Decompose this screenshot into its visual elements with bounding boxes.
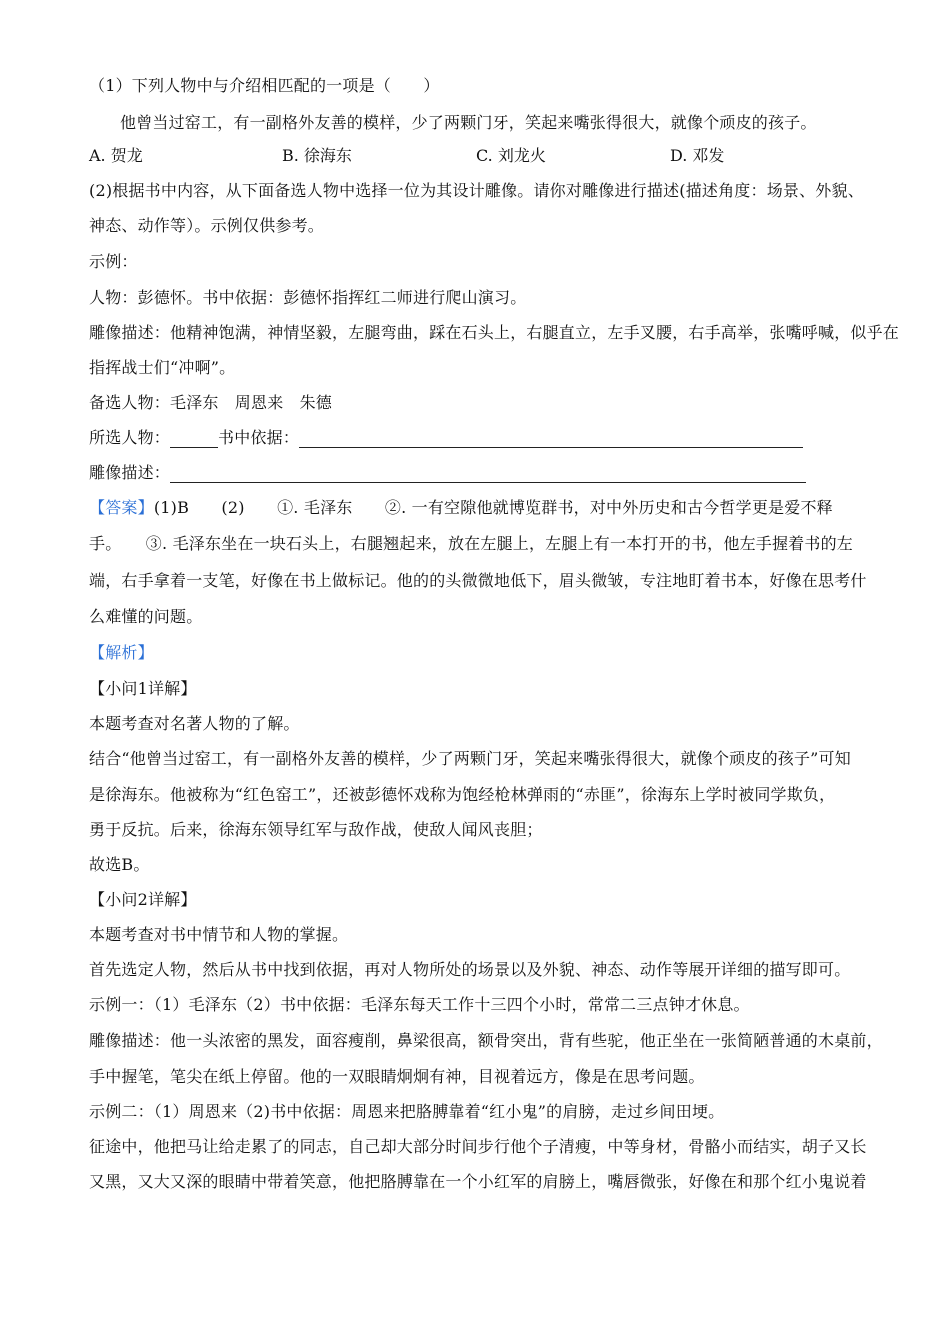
person-blank [170, 431, 218, 448]
q2-stem-line1: (2)根据书中内容，从下面备选人物中选择一位为其设计雕像。请你对雕像进行描述(描述角度：场景、外貌、 [89, 181, 864, 200]
sub1-p1: 本题考查对名著人物的了解。 [89, 714, 300, 733]
answer-line4: 么难懂的问题。 [89, 607, 203, 626]
example2-desc-line1: 征途中，他把马让给走累了的同志，自己却大部分时间步行他个子清瘦，中等身材，骨骼小而结实，胡子又长 [89, 1137, 867, 1156]
example2-person: 示例二：（1）周恩来（2)书中依据：周恩来把胳膊靠着“红小鬼”的肩膀，走过乡间田埂。 [89, 1102, 725, 1121]
sub1-p3: 故选B。 [89, 855, 150, 874]
sub2-p2: 首先选定人物，然后从书中找到依据，再对人物所处的场景以及外貌、神态、动作等展开详细的描写即可。 [89, 960, 851, 979]
sub1-p2-line1: 结合“他曾当过窑工，有一副格外友善的模样，少了两颗门牙，笑起来嘴张得很大，就像个顽皮的孩子”可知 [89, 749, 851, 768]
desc-blank [170, 466, 806, 483]
fill-desc-label: 雕像描述： [89, 463, 171, 482]
example1-person: 示例一：（1）毛泽东（2）书中依据：毛泽东每天工作十三四个小时，常常二三点钟才休息。 [89, 995, 750, 1014]
option-c: C. 刘龙火 [476, 146, 546, 165]
fill-person-label: 所选人物： [89, 428, 171, 447]
answer-line1 [89, 498, 890, 518]
option-d: D. 邓发 [670, 146, 725, 165]
basis-blank [299, 431, 803, 448]
example1-desc-line1: 雕像描述：他一头浓密的黑发，面容瘦削，鼻梁很高，额骨突出，背有些驼，他正坐在一张简陋普通的木桌前， [89, 1031, 883, 1050]
candidates: 备选人物：毛泽东 周恩来 朱德 [89, 393, 333, 412]
fill-person-row [89, 428, 890, 448]
q1-stem: （1）下列人物中与介绍相匹配的一项是（ ） [89, 76, 440, 95]
fill-basis-label: 书中依据： [218, 428, 300, 447]
answer-line2: 手。 ③. 毛泽东坐在一块石头上，右腿翘起来，放在左腿上，左腿上有一本打开的书，他左手握着书的左 [89, 534, 853, 553]
q1-description: 他曾当过窑工，有一副格外友善的模样，少了两颗门牙，笑起来嘴张得很大，就像个顽皮的孩子。 [120, 113, 817, 132]
sub1-p2-line3: 勇于反抗。后来，徐海东领导红军与敌作战，使敌人闻风丧胆； [89, 820, 543, 839]
sub2-p1: 本题考查对书中情节和人物的掌握。 [89, 925, 349, 944]
option-b: B. 徐海东 [282, 146, 352, 165]
example1-desc-line2: 手中握笔，笔尖在纸上停留。他的一双眼睛炯炯有神，目视着远方，像是在思考问题。 [89, 1067, 705, 1086]
sub2-title: 【小问2详解】 [89, 890, 197, 909]
analysis-tag: 【解析】 [89, 643, 154, 662]
example2-desc-line2: 又黑，又大又深的眼睛中带着笑意，他把胳膊靠在一个小红军的肩膀上，嘴唇微张，好像在和那个红小鬼说着 [89, 1172, 867, 1191]
example-desc-line1: 雕像描述：他精神饱满，神情坚毅，左腿弯曲，踩在石头上，右腿直立，左手叉腰，右手高举，张嘴呼喊，似乎在 [89, 323, 900, 342]
fill-desc-row [89, 463, 890, 483]
answer-text-1: (1)B (2) ①. 毛泽东 ②. 一有空隙他就博览群书，对中外历史和古今哲学更是爱不释 [153, 498, 833, 517]
sub1-title: 【小问1详解】 [89, 679, 197, 698]
example-desc-line2: 指挥战士们“冲啊”。 [89, 358, 236, 377]
example-label: 示例： [89, 252, 138, 271]
answer-line3: 端，右手拿着一支笔，好像在书上做标记。他的的头微微地低下，眉头微皱，专注地盯着书本，好像在思考什 [89, 571, 867, 590]
q2-stem-line2: 神态、动作等）。示例仅供参考。 [89, 216, 325, 235]
example-person: 人物：彭德怀。书中依据：彭德怀指挥红二师进行爬山演习。 [89, 288, 527, 307]
answer-tag: 【答案】 [89, 498, 154, 517]
sub1-p2-line2: 是徐海东。他被称为“红色窑工”，还被彭德怀戏称为饱经枪林弹雨的“赤匪”，徐海东上学时被同学欺负， [89, 785, 836, 804]
option-a: A. 贺龙 [89, 146, 143, 165]
